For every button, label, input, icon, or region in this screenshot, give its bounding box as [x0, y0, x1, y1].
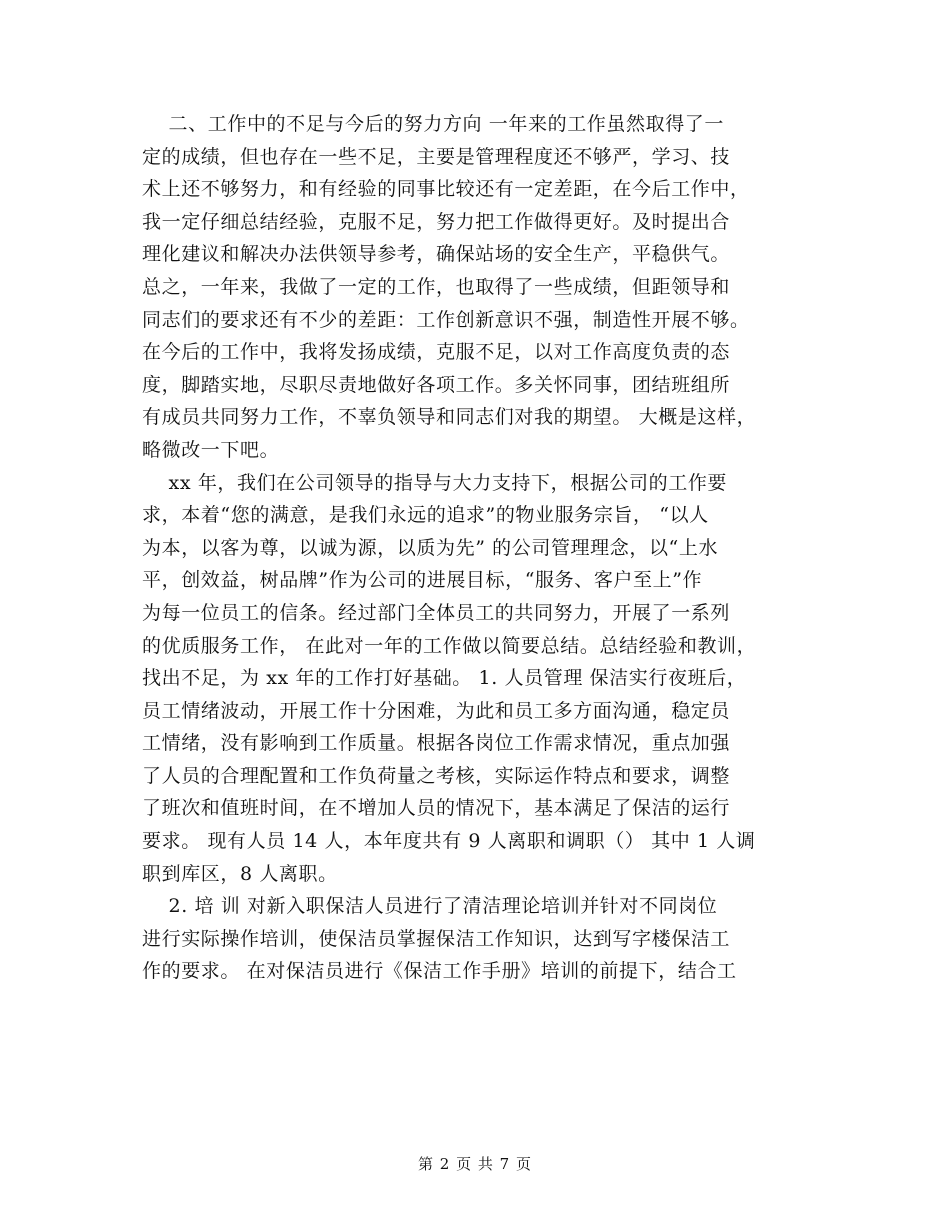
text-line: 为本，以客为尊，以诚为源，以质为先” 的公司管理理念，以“上水	[142, 536, 719, 559]
document-body	[142, 108, 812, 988]
text-line: 作的要求。 在对保洁员进行《保洁工作手册》培训的前提下，结合工	[142, 960, 737, 983]
page-number-label: 第 2 页 共 7 页	[418, 1155, 532, 1173]
text-line: 平，创效益，树品牌”作为公司的进展目标，“服务、客户至上”作	[142, 569, 703, 592]
text-line: 为每一位员工的信条。经过部门全体员工的共同努力，开展了一系列	[142, 601, 731, 624]
text-line: 同志们的要求还有不少的差距：工作创新意识不强，制造性开展不够。	[142, 308, 750, 331]
text-line: 进行实际操作培训，使保洁员掌握保洁工作知识，达到写字楼保洁工	[142, 927, 731, 950]
text-line: 要求。 现有人员 14 人，本年度共有 9 人离职和调职（） 其中 1 人调	[142, 830, 756, 853]
text-line: 定的成绩，但也存在一些不足，主要是管理程度还不够严，学习、技	[142, 145, 731, 168]
text-line: 找出不足，为 xx 年的工作打好基础。 1. 人员管理 保洁实行夜班后，	[142, 667, 747, 690]
text-line: 了人员的合理配置和工作负荷量之考核，实际运作特点和要求，调整	[142, 764, 731, 787]
text-line: 职到库区，8 人离职。	[142, 862, 338, 885]
text-line: 了班次和值班时间，在不增加人员的情况下，基本满足了保洁的运行	[142, 797, 731, 820]
page-footer	[0, 1153, 950, 1174]
text-line: 员工情绪波动，开展工作十分困难，为此和员工多方面沟通，稳定员	[142, 699, 731, 722]
text-line: 有成员共同努力工作，不辜负领导和同志们对我的期望。 大概是这样，	[142, 406, 757, 429]
text-line: 略微改一下吧。	[142, 438, 280, 461]
text-line: 的优质服务工作， 在此对一年的工作做以简要总结。总结经验和教训，	[142, 634, 757, 657]
text-line: 我一定仔细总结经验，克服不足，努力把工作做得更好。及时提出合	[142, 210, 731, 233]
text-line: 2. 培 训 对新入职保洁人员进行了清洁理论培训并针对不同岗位	[142, 895, 718, 918]
text-line: 术上还不够努力，和有经验的同事比较还有一定差距，在今后工作中，	[142, 178, 750, 201]
text-line: 度，脚踏实地，尽职尽责地做好各项工作。多关怀同事，团结班组所	[142, 373, 731, 396]
text-line: 总之，一年来，我做了一定的工作，也取得了一些成绩，但距领导和	[142, 275, 731, 298]
text-line: 在今后的工作中，我将发扬成绩，克服不足，以对工作高度负责的态	[142, 341, 731, 364]
text-line: 理化建议和解决办法供领导参考，确保站场的安全生产，平稳供气。	[142, 243, 731, 266]
text-line: 工情绪，没有影响到工作质量。根据各岗位工作需求情况，重点加强	[142, 732, 731, 755]
text-line: xx 年，我们在公司领导的指导与大力支持下，根据公司的工作要	[142, 471, 728, 494]
text-line: 求，本着“您的满意，是我们永远的追求”的物业服务宗旨， “以人	[142, 504, 709, 527]
text-line: 二、工作中的不足与今后的努力方向 一年来的工作虽然取得了一	[142, 113, 724, 135]
